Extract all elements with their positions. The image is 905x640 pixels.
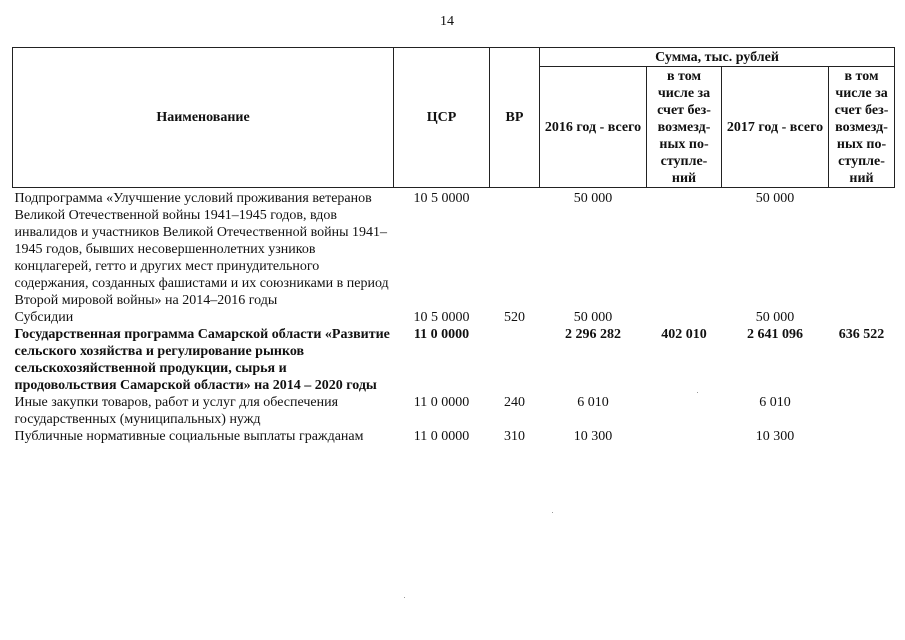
row-vr xyxy=(490,188,540,310)
header-sum: Сумма, тыс. рублей xyxy=(540,48,895,67)
scan-speck xyxy=(404,597,405,598)
row-name: Субсидии xyxy=(14,310,74,325)
row-2017-total: 10 300 xyxy=(755,429,795,444)
row-2017-total: 6 010 xyxy=(759,395,791,410)
row-2016-gratuitous xyxy=(647,428,722,445)
row-vr xyxy=(490,326,540,394)
row-2016-total: 50 000 xyxy=(573,191,613,206)
row-2016-gratuitous: 402 010 xyxy=(661,327,707,342)
row-2016-gratuitous xyxy=(647,309,722,326)
row-2017-total: 2 641 096 xyxy=(747,327,803,342)
row-2016-total: 6 010 xyxy=(577,395,609,410)
row-csr: 11 0 0000 xyxy=(413,429,470,444)
row-vr: 520 xyxy=(504,310,525,325)
table-row xyxy=(13,309,895,326)
table-row xyxy=(13,188,895,310)
row-csr: 10 5 0000 xyxy=(413,191,470,206)
row-vr: 310 xyxy=(504,429,525,444)
row-name: Иные закупки товаров, работ и услуг для обеспечения государственных (муниципальных) нужд xyxy=(14,395,339,427)
row-csr: 11 0 0000 xyxy=(413,327,470,342)
row-csr: 10 5 0000 xyxy=(413,310,470,325)
scan-speck xyxy=(697,392,698,393)
row-2016-total: 2 296 282 xyxy=(565,327,621,342)
page-number: 14 xyxy=(440,14,454,29)
header-2017-gratuitous: в том числе за счет без-возмезд-ных по-ступле-ний xyxy=(829,67,895,188)
row-2016-total: 10 300 xyxy=(573,429,613,444)
row-name: Подпрограмма «Улучшение условий проживания ветеранов Великой Отечественной войны 1941–1945 годов, вдов инвалидов и участников Великой Отечественной войны 1941–1945 годов, бывших несовершеннолетних узников концлагерей, гетто и других мест принудительного содержания, созданных фашистами и их союзниками в период Второй мировой войны» на 2014–2016 годы xyxy=(14,191,389,308)
header-vr: ВР xyxy=(490,48,540,188)
row-2017-gratuitous: 636 522 xyxy=(838,327,885,342)
row-name: Государственная программа Самарской области «Развитие сельского хозяйства и регулирование рынков сельскохозяйственной продукции, сырья и продовольствия Самарской области» на 2014 – 2020 годы xyxy=(14,327,390,393)
header-name: Наименование xyxy=(13,48,394,188)
header-2016-total: 2016 год - всего xyxy=(540,67,647,188)
row-2017-gratuitous xyxy=(829,188,895,310)
header-2017-total: 2017 год - всего xyxy=(722,67,829,188)
header-csr: ЦСР xyxy=(394,48,490,188)
budget-table xyxy=(12,47,895,445)
row-2016-total: 50 000 xyxy=(573,310,613,325)
row-2016-gratuitous xyxy=(647,188,722,310)
table-body xyxy=(13,188,895,446)
row-csr: 11 0 0000 xyxy=(413,395,470,410)
row-2017-gratuitous xyxy=(829,394,895,428)
scan-speck xyxy=(552,512,553,513)
row-name: Публичные нормативные социальные выплаты гражданам xyxy=(14,429,364,444)
row-2017-total: 50 000 xyxy=(755,310,795,325)
table-header xyxy=(13,48,895,188)
row-2017-gratuitous xyxy=(829,309,895,326)
table-row xyxy=(13,394,895,428)
row-2017-total: 50 000 xyxy=(755,191,795,206)
row-2017-gratuitous xyxy=(829,428,895,445)
row-vr: 240 xyxy=(504,395,525,410)
row-2016-gratuitous xyxy=(647,394,722,428)
table-row xyxy=(13,428,895,445)
table-row xyxy=(13,326,895,394)
header-2016-gratuitous: в том числе за счет без-возмезд-ных по-ступле-ний xyxy=(647,67,722,188)
